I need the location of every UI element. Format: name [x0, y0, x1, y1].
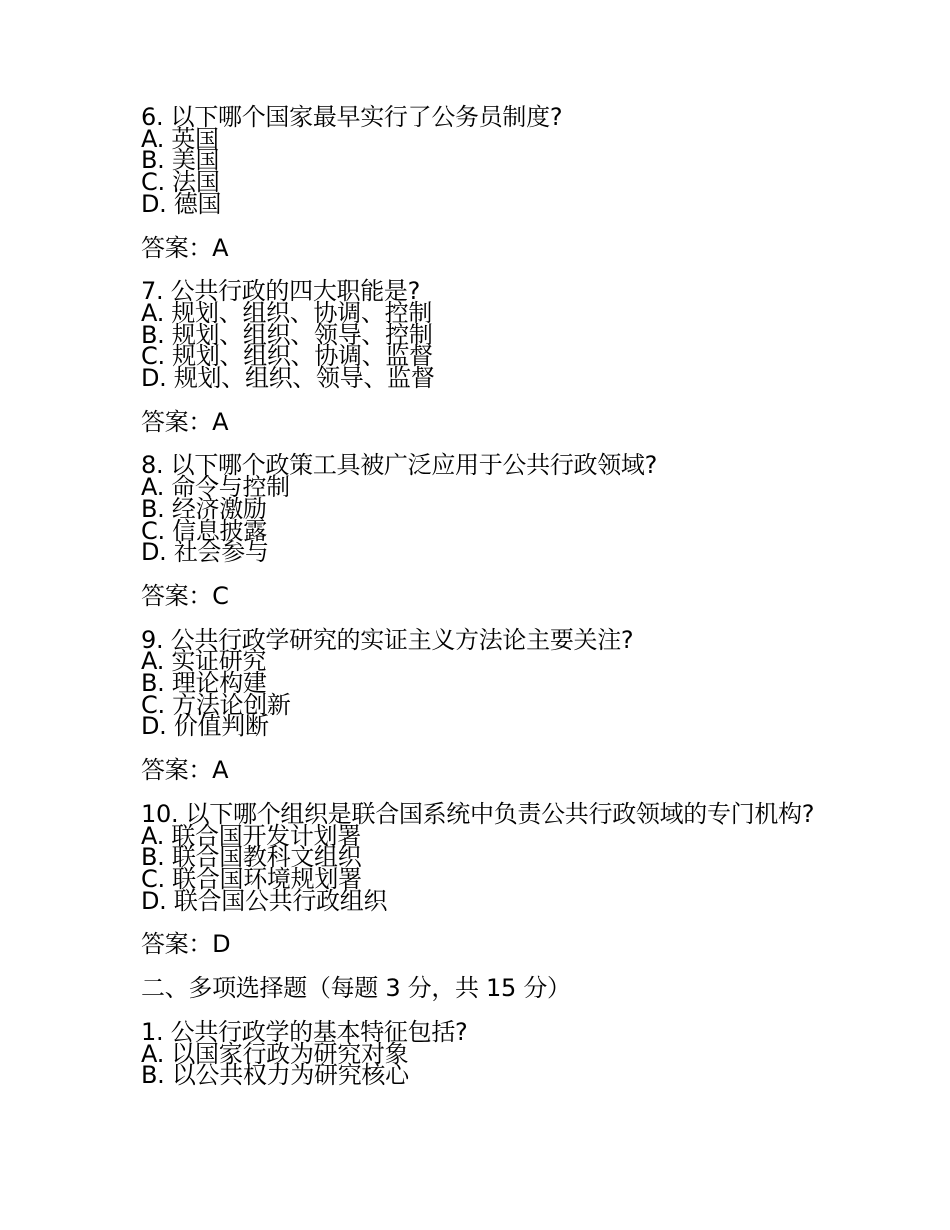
option-a: A. 实证研究: [141, 647, 267, 676]
option-a: A. 以国家行政为研究对象: [141, 1039, 409, 1068]
question-title: 7. 公共行政的四大职能是?: [141, 277, 421, 306]
option-b: B. 理论构建: [141, 669, 267, 698]
question-title: 1. 公共行政学的基本特征包括?: [141, 1017, 468, 1046]
option-d: D. 价值判断: [141, 712, 269, 741]
option-c: C. 规划、组织、协调、监督: [141, 342, 433, 371]
option-c: C. 方法论创新: [141, 690, 291, 719]
section-title: 二、多项选择题（每题 3 分，共 15 分）: [141, 974, 571, 1003]
answer: 答案：D: [141, 930, 231, 959]
option-d: D. 德国: [141, 189, 222, 218]
question-10: [141, 799, 821, 959]
option-b: B. 以公共权力为研究核心: [141, 1061, 409, 1090]
question-6: [141, 103, 821, 262]
multi-question-1: [141, 1017, 821, 1090]
option-b: B. 经济激励: [141, 494, 267, 523]
option-c: C. 信息披露: [141, 516, 267, 545]
option-b: B. 美国: [141, 146, 220, 175]
option-c: C. 联合国环境规划署: [141, 864, 362, 893]
option-a: A. 规划、组织、协调、控制: [141, 298, 433, 327]
question-9: [141, 625, 821, 785]
document-page: [141, 103, 821, 1090]
option-c: C. 法国: [141, 168, 220, 197]
question-title: 9. 公共行政学研究的实证主义方法论主要关注?: [141, 625, 634, 654]
answer: 答案：A: [141, 233, 229, 262]
option-b: B. 规划、组织、领导、控制: [141, 320, 433, 349]
option-a: A. 联合国开发计划署: [141, 821, 361, 850]
answer: 答案：A: [141, 407, 229, 436]
option-a: A. 英国: [141, 124, 219, 153]
answer: 答案：A: [141, 756, 229, 785]
answer: 答案：C: [141, 581, 229, 610]
question-title: 6. 以下哪个国家最早实行了公务员制度?: [141, 103, 563, 131]
question-7: [141, 277, 821, 436]
question-title: 10. 以下哪个组织是联合国系统中负责公共行政领域的专门机构?: [141, 799, 815, 828]
option-a: A. 命令与控制: [141, 473, 290, 502]
option-d: D. 社会参与: [141, 538, 269, 567]
option-d: D. 规划、组织、领导、监督: [141, 364, 435, 393]
question-title: 8. 以下哪个政策工具被广泛应用于公共行政领域?: [141, 451, 658, 480]
question-8: [141, 451, 821, 610]
option-b: B. 联合国教科文组织: [141, 843, 362, 872]
option-d: D. 联合国公共行政组织: [141, 886, 388, 915]
